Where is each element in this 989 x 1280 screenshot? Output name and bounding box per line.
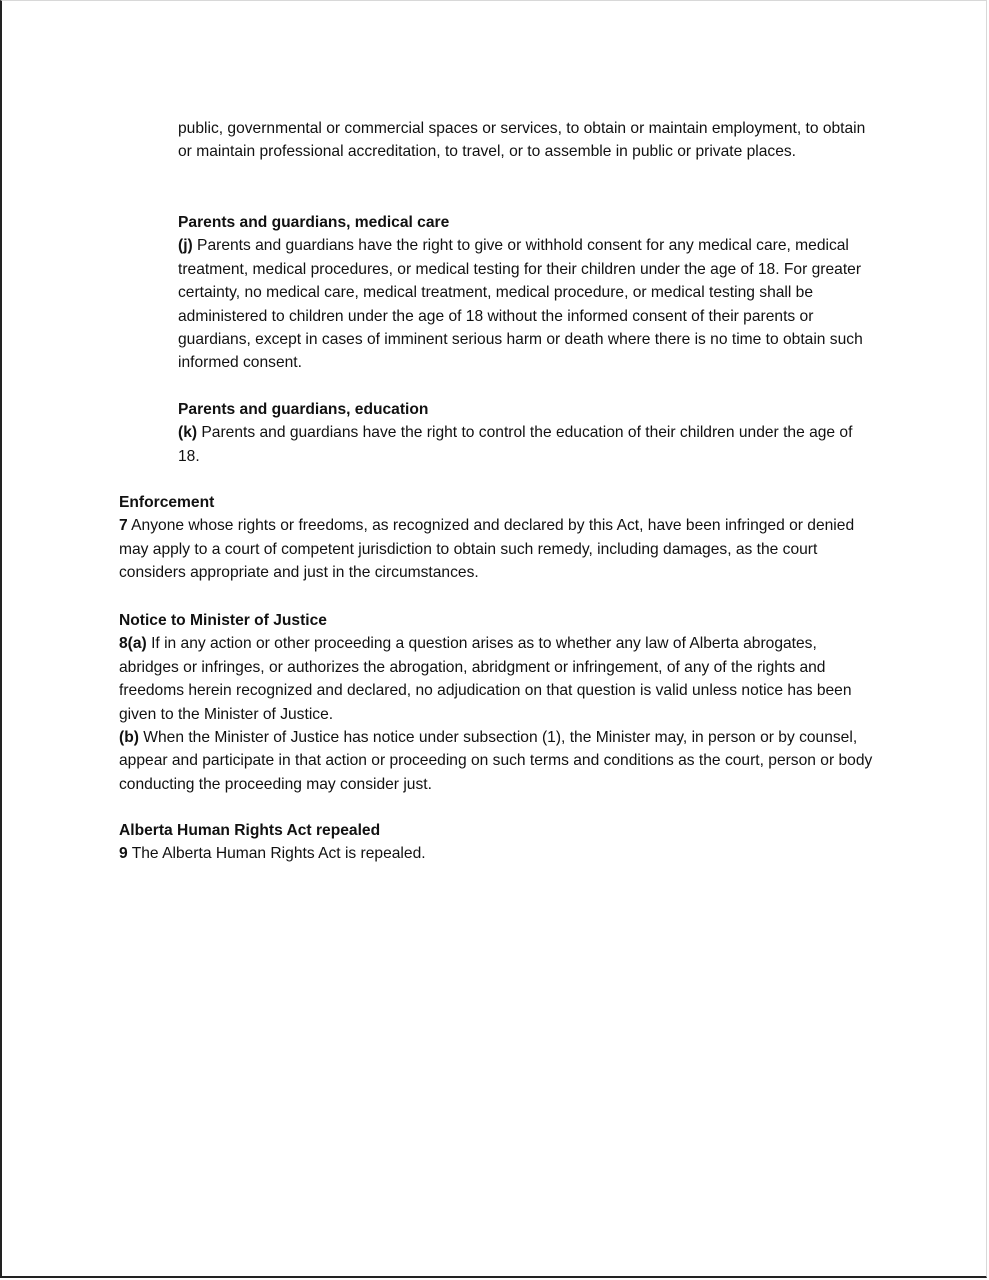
clause-text: When the Minister of Justice has notice under subsection (1), the Minister may, in person or by counsel, appear and participate in that action or proceeding on such terms and conditions as the court, person or body conducting the proceeding may consider just.	[119, 729, 873, 793]
section-repeal	[119, 819, 875, 866]
section-medical-care	[178, 211, 878, 375]
section-heading: Enforcement	[119, 494, 215, 511]
paragraph-text: public, governmental or commercial spaces or services, to obtain or maintain employment, to obtain or maintain professional accreditation, to travel, or to assemble in public or private places.	[178, 120, 866, 161]
clause-text: Anyone whose rights or freedoms, as recognized and declared by this Act, have been infringed or denied may apply to a court of competent jurisdiction to obtain such remedy, including damages, as the court considers appropriate and just in the circumstances.	[119, 517, 855, 582]
section-body	[119, 842, 875, 865]
section-notice-minister	[119, 609, 875, 796]
clause-label: 9	[119, 845, 128, 863]
clause-label: (k)	[178, 424, 198, 442]
continued-paragraph	[178, 117, 878, 164]
clause-text: Parents and guardians have the right to give or withhold consent for any medical care, medical treatment, medical procedures, or medical testing for their children under the age of 18. For greater certainty, no medical care, medical treatment, medical procedure, or medical testing shall be administered to children under the age of 18 without the informed consent of their parents or guardians, except in cases of imminent serious harm or death where there is no time to obtain such informed consent.	[178, 237, 863, 372]
clause-label: 7	[119, 517, 128, 535]
clause-text: Parents and guardians have the right to control the education of their children under the age of 18.	[178, 424, 853, 465]
section-heading: Notice to Minister of Justice	[119, 612, 327, 629]
section-body	[178, 234, 878, 374]
section-enforcement	[119, 491, 875, 585]
section-heading: Alberta Human Rights Act repealed	[119, 822, 381, 839]
clause-label: (b)	[119, 729, 139, 747]
section-body-a	[119, 632, 875, 726]
section-heading: Parents and guardians, education	[178, 401, 429, 418]
clause-label: (j)	[178, 237, 193, 255]
clause-text: The Alberta Human Rights Act is repealed.	[127, 845, 426, 863]
section-body	[119, 514, 875, 584]
section-body	[178, 421, 878, 468]
section-body-b	[119, 726, 875, 796]
clause-text: If in any action or other proceeding a question arises as to whether any law of Alberta abrogates, abridges or infringes, or authorizes the abrogation, abridgment or infringement, of any of the rights and freedoms herein recognized and declared, no adjudication on that question is valid unless notice has been given to the Minister of Justice.	[119, 635, 852, 723]
section-heading: Parents and guardians, medical care	[178, 214, 450, 231]
clause-label: 8(a)	[119, 635, 147, 653]
section-education	[178, 398, 878, 468]
